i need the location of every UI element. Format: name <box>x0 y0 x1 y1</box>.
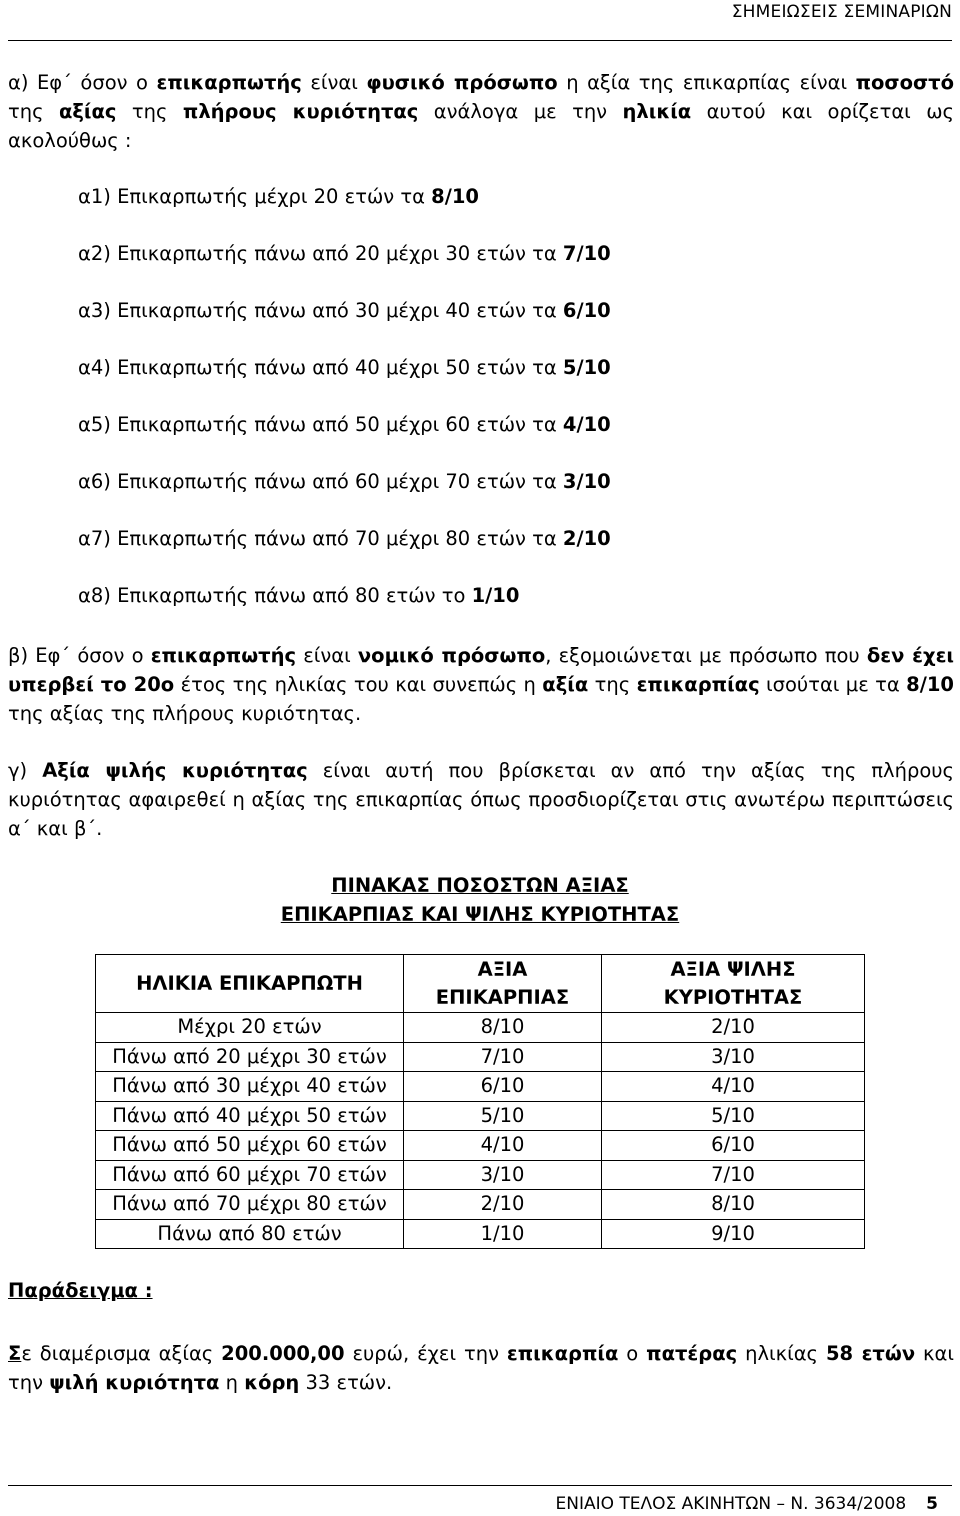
cell-usufruct: 4/10 <box>404 1131 602 1161</box>
para-b-bold-4: αξία <box>542 673 589 696</box>
para-b-text-6: ισούται με τα <box>759 673 907 696</box>
table-row <box>96 1219 865 1249</box>
header-age: ΗΛΙΚΙΑ ΕΠΙΚΑΡΠΩΤΗ <box>96 955 404 1013</box>
cell-age: Πάνω από 50 μέχρι 60 ετών <box>96 1131 404 1161</box>
table-row <box>96 1131 865 1161</box>
para-b-text-1: β) Εφ΄ όσον ο <box>8 644 151 667</box>
paragraph-a <box>8 68 954 155</box>
para-a-bold-6: ηλικία <box>622 100 692 123</box>
list-item-text: α5) Επικαρπωτής πάνω από 50 μέχρι 60 ετών τα <box>78 413 563 436</box>
cell-bare: 6/10 <box>602 1131 865 1161</box>
list-item-value: 4/10 <box>562 413 611 436</box>
table-row <box>96 1013 865 1043</box>
list-item-value: 8/10 <box>431 185 479 208</box>
list-item <box>78 413 611 436</box>
table-row <box>96 1160 865 1190</box>
cell-usufruct: 7/10 <box>404 1042 602 1072</box>
list-item-text: α6) Επικαρπωτής πάνω από 60 μέχρι 70 ετών τα <box>78 470 563 493</box>
cell-bare: 2/10 <box>602 1013 865 1043</box>
cell-usufruct: 1/10 <box>404 1219 602 1249</box>
para-a-text-4: της <box>8 100 59 123</box>
para-a-bold-1: επικαρπωτής <box>156 71 302 94</box>
para-b-bold-5: επικαρπίας <box>636 673 760 696</box>
example-text-2: ε διαμέρισμα αξίας <box>21 1342 222 1365</box>
list-item-value: 1/10 <box>471 584 520 607</box>
cell-bare: 8/10 <box>602 1190 865 1220</box>
list-item-text: α7) Επικαρπωτής πάνω από 70 μέχρι 80 ετών τα <box>78 527 563 550</box>
para-a-text-7: αυτού και ορίζεται ως ακολούθως : <box>8 100 954 152</box>
para-b-text-4: έτος της ηλικίας του και συνεπώς η <box>174 673 543 696</box>
example-bold-3: πατέρας <box>646 1342 738 1365</box>
para-a-bold-5: πλήρους κυριότητας <box>182 100 419 123</box>
example-bold-1: 200.000,00 <box>221 1342 345 1365</box>
list-item <box>78 242 611 265</box>
header-bare-line-2: ΚΥΡΙΟΤΗΤΑΣ <box>663 985 803 1009</box>
cell-age: Πάνω από 20 μέχρι 30 ετών <box>96 1042 404 1072</box>
header-usufruct-value <box>404 955 602 1013</box>
para-b-text-3: , εξομοιώνεται με πρόσωπο που <box>545 644 867 667</box>
table-header-row <box>96 955 865 1013</box>
table-title-line-2: ΕΠΙΚΑΡΠΙΑΣ ΚΑΙ ΨΙΛΗΣ ΚΥΡΙΟΤΗΤΑΣ <box>280 903 680 926</box>
list-item <box>78 470 611 493</box>
list-item <box>78 584 519 607</box>
table-title-line-1: ΠΙΝΑΚΑΣ ΠΟΣΟΣΤΩΝ ΑΞΙΑΣ <box>331 874 629 897</box>
list-item <box>78 299 611 322</box>
example-text-7: η <box>219 1371 245 1394</box>
cell-usufruct: 3/10 <box>404 1160 602 1190</box>
cell-age: Πάνω από 70 μέχρι 80 ετών <box>96 1190 404 1220</box>
para-a-text-6: ανάλογα με την <box>418 100 623 123</box>
para-b-text-2: είναι <box>296 644 358 667</box>
para-b-bold-2: νομικό πρόσωπο <box>357 644 546 667</box>
para-a-text-5: της <box>116 100 183 123</box>
example-label: Παράδειγμα : <box>8 1279 153 1302</box>
paragraph-b <box>8 641 954 728</box>
table-row <box>96 1190 865 1220</box>
example-bold-2: επικαρπία <box>506 1342 619 1365</box>
cell-bare: 7/10 <box>602 1160 865 1190</box>
header-usufruct-line-1: ΑΞΙΑ <box>477 957 528 981</box>
list-item-value: 3/10 <box>562 470 611 493</box>
header-usufruct-line-2: ΕΠΙΚΑΡΠΙΑΣ <box>435 985 570 1009</box>
page-number: 5 <box>926 1494 938 1514</box>
cell-bare: 3/10 <box>602 1042 865 1072</box>
cell-usufruct: 8/10 <box>404 1013 602 1043</box>
list-item <box>78 185 479 208</box>
cell-age: Πάνω από 40 μέχρι 50 ετών <box>96 1101 404 1131</box>
example-bold-4: 58 ετών <box>825 1342 916 1365</box>
example-text-3: ευρώ, έχει την <box>344 1342 507 1365</box>
header-divider <box>8 40 952 41</box>
list-item <box>78 527 611 550</box>
list-item-text: α3) Επικαρπωτής πάνω από 30 μέχρι 40 ετών τα <box>78 299 563 322</box>
list-item-text: α4) Επικαρπωτής πάνω από 40 μέχρι 50 ετών τα <box>78 356 563 379</box>
table-row <box>96 1101 865 1131</box>
example-bold-5: ψιλή κυριότητα <box>49 1371 220 1394</box>
list-item-value: 5/10 <box>562 356 611 379</box>
cell-age: Πάνω από 30 μέχρι 40 ετών <box>96 1072 404 1102</box>
para-c-bold-1: Αξία ψιλής κυριότητας <box>42 759 308 782</box>
cell-bare: 9/10 <box>602 1219 865 1249</box>
cell-bare: 5/10 <box>602 1101 865 1131</box>
para-a-text-2: είναι <box>301 71 367 94</box>
percentages-table <box>95 954 865 1249</box>
table-row <box>96 1072 865 1102</box>
para-b-bold-6: 8/10 <box>906 673 954 696</box>
example-paragraph <box>8 1339 954 1397</box>
para-a-text-1: α) Εφ΄ όσον ο <box>8 71 157 94</box>
footer-title: ΕΝΙΑΙΟ ΤΕΛΟΣ ΑΚΙΝΗΤΩΝ – Ν. 3634/2008 <box>555 1494 907 1514</box>
para-b-text-7: της αξίας της πλήρους κυριότητας. <box>8 702 362 725</box>
cell-age: Πάνω από 60 μέχρι 70 ετών <box>96 1160 404 1190</box>
header-bare-line-1: ΑΞΙΑ ΨΙΛΗΣ <box>670 957 796 981</box>
page-footer <box>556 1494 939 1514</box>
list-item-value: 2/10 <box>562 527 611 550</box>
list-item-text: α1) Επικαρπωτής μέχρι 20 ετών τα <box>78 185 432 208</box>
list-item <box>78 356 611 379</box>
para-c-text-2: είναι αυτή που βρίσκεται αν από την αξίας της πλήρους κυριότητας αφαιρεθεί η αξίας της επικαρπίας όπως προσδιορίζεται στις ανωτέρω περιπτώσεις α΄ και β΄. <box>8 759 954 840</box>
footer-divider <box>8 1485 952 1486</box>
list-item-value: 6/10 <box>562 299 611 322</box>
header-bare-ownership-value <box>602 955 865 1013</box>
example-text-6: και την <box>8 1342 954 1394</box>
para-a-bold-2: φυσικό πρόσωπο <box>366 71 558 94</box>
table-row <box>96 1042 865 1072</box>
cell-age: Πάνω από 80 ετών <box>96 1219 404 1249</box>
para-c-text-1: γ) <box>8 759 43 782</box>
cell-bare: 4/10 <box>602 1072 865 1102</box>
paragraph-c <box>8 756 954 843</box>
para-a-bold-3: ποσοστό <box>855 71 955 94</box>
page-header-title: ΣΗΜΕΙΩΣΕΙΣ ΣΕΜΙΝΑΡΙΩΝ <box>731 2 952 22</box>
example-text-5: ηλικίας <box>737 1342 826 1365</box>
list-item-text: α2) Επικαρπωτής πάνω από 20 μέχρι 30 ετών τα <box>78 242 563 265</box>
para-b-bold-3: δεν έχει υπερβεί το 20ο <box>8 644 955 696</box>
para-a-text-3: η αξία της επικαρπίας είναι <box>557 71 856 94</box>
cell-usufruct: 2/10 <box>404 1190 602 1220</box>
cell-usufruct: 6/10 <box>404 1072 602 1102</box>
para-b-text-5: της <box>588 673 637 696</box>
para-a-bold-4: αξίας <box>58 100 117 123</box>
example-text-4: ο <box>618 1342 647 1365</box>
example-bold-6: κόρη <box>244 1371 300 1394</box>
list-item-text: α8) Επικαρπωτής πάνω από 80 ετών το <box>78 584 472 607</box>
example-initial: Σ <box>8 1342 22 1365</box>
list-item-value: 7/10 <box>562 242 611 265</box>
example-text-8: 33 ετών. <box>299 1371 393 1394</box>
cell-usufruct: 5/10 <box>404 1101 602 1131</box>
cell-age: Μέχρι 20 ετών <box>96 1013 404 1043</box>
para-b-bold-1: επικαρπωτής <box>150 644 297 667</box>
